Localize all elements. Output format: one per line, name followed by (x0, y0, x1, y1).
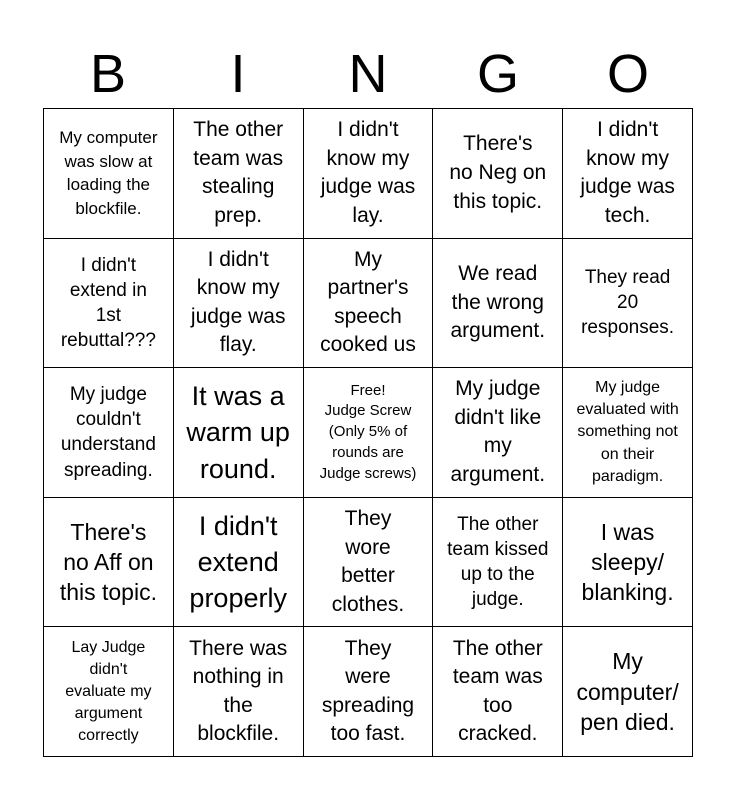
bingo-cell[interactable] (304, 109, 434, 239)
bingo-cell[interactable] (433, 109, 563, 239)
header-letter-o: O (606, 44, 649, 104)
cell-text: I didn't extend properly (189, 510, 287, 614)
bingo-cell[interactable] (563, 109, 693, 239)
bingo-cell[interactable] (433, 498, 563, 628)
bingo-cell[interactable] (433, 368, 563, 498)
cell-text: It was a warm up round. (186, 381, 290, 484)
cell-text: The other team kissed up to the judge. (447, 513, 549, 611)
cell-text: I didn't know my judge was tech. (580, 118, 675, 227)
cell-text: There was nothing in the blockfile. (189, 636, 288, 746)
bingo-cell[interactable] (304, 627, 434, 757)
bingo-cell[interactable] (174, 239, 304, 369)
cell-text: My judge didn't like my argument. (450, 377, 546, 487)
bingo-cell[interactable] (44, 109, 174, 239)
bingo-cell[interactable] (44, 368, 174, 498)
cell-text: My partner's speech cooked us (320, 247, 416, 357)
bingo-cell[interactable] (174, 627, 304, 757)
cell-text: My computer was slow at loading the blockfile. (59, 128, 158, 218)
cell-text: They read 20 responses. (581, 267, 675, 339)
bingo-cell[interactable] (304, 498, 434, 628)
free-space-text: Free! Judge Screw (Only 5% of rounds are Judge screws) (319, 381, 417, 482)
cell-text: My judge evaluated with something not on their paradigm. (576, 379, 679, 485)
cell-text: We read the wrong argument. (450, 262, 546, 343)
cell-text: I didn't know my judge was lay. (320, 118, 416, 227)
cell-text: My computer/ pen died. (576, 648, 679, 735)
bingo-cell[interactable] (563, 368, 693, 498)
bingo-cell[interactable] (44, 498, 174, 628)
free-space-cell[interactable] (304, 368, 434, 498)
cell-text: I didn't know my judge was flay. (190, 247, 286, 357)
bingo-cell[interactable] (433, 627, 563, 757)
cell-text: They wore better clothes. (331, 507, 405, 616)
bingo-cell[interactable] (563, 498, 693, 628)
bingo-cell[interactable] (44, 239, 174, 369)
bingo-cell[interactable] (174, 368, 304, 498)
cell-text: The other team was stealing prep. (193, 118, 284, 227)
bingo-cell[interactable] (433, 239, 563, 369)
bingo-cell[interactable] (44, 627, 174, 757)
bingo-cell[interactable] (304, 239, 434, 369)
bingo-board (43, 108, 693, 757)
bingo-cell[interactable] (563, 627, 693, 757)
bingo-header (43, 40, 693, 108)
header-letter-n: N (348, 44, 388, 104)
bingo-cell[interactable] (563, 239, 693, 369)
cell-text: The other team was too cracked. (452, 636, 543, 746)
cell-text: I didn't extend in 1st rebuttal??? (60, 254, 156, 351)
cell-text: I was sleepy/ blanking. (581, 518, 674, 606)
cell-text: They were spreading too fast. (321, 636, 415, 746)
cell-text: My judge couldn't understand spreading. (60, 384, 156, 481)
header-letter-i: I (230, 44, 246, 104)
cell-text: Lay Judge didn't evaluate my argument correctly (65, 638, 152, 744)
header-letter-b: B (89, 44, 127, 104)
cell-text: There's no Neg on this topic. (449, 132, 547, 213)
bingo-cell[interactable] (174, 109, 304, 239)
cell-text: There's no Aff on this topic. (59, 518, 157, 606)
header-letter-g: G (476, 44, 519, 104)
bingo-cell[interactable] (174, 498, 304, 628)
